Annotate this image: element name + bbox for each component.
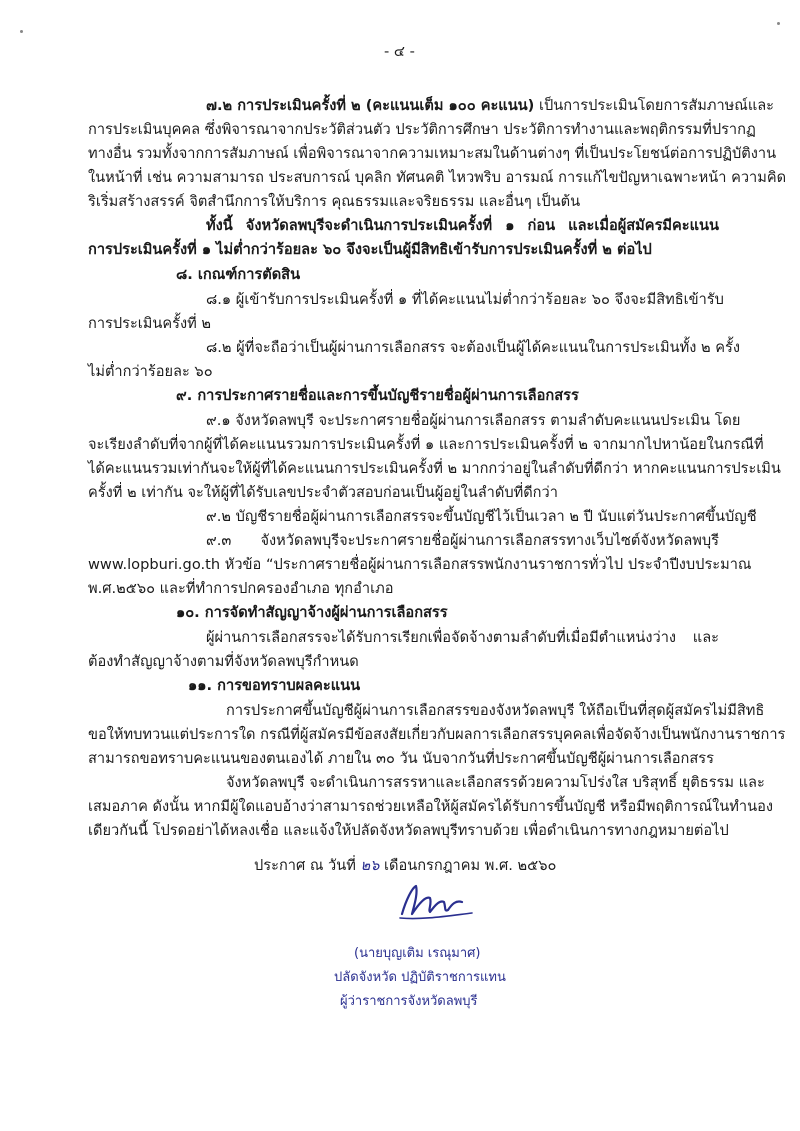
s11-para2-line1: จังหวัดลพบุรี จะดำเนินการสรรหาและเลือกสรรด้วยความโปร่งใส บริสุทธิ์ ยุติธรรม และ <box>226 774 765 791</box>
s7-2-line1-rest: เป็นการประเมินโดยการสัมภาษณ์และ <box>538 97 775 114</box>
s10-heading: ๑๐. การจัดทำสัญญาจ้างผู้ผ่านการเลือกสรร <box>176 604 448 621</box>
s11-para2-line3: เดียวกันนี้ โปรดอย่าได้หลงเชื่อ และแจ้งให้ปลัดจังหวัดลพบุรีทราบด้วย เพื่อดำเนินการทางกฎหมายต่อไป <box>88 822 729 839</box>
announce-day: ๒๖ <box>360 857 380 874</box>
s7-2-line4: ในหน้าที่ เช่น ความสามารถ ประสบการณ์ บุคลิก ทัศนคติ ไหวพริบ อารมณ์ การแก้ไขปัญหาเฉพาะหน้า ความคิด <box>88 169 787 186</box>
s9-3-line3: พ.ศ.๒๕๖๐ และที่ทำการปกครองอำเภอ ทุกอำเภอ <box>88 580 394 597</box>
scan-speck <box>777 22 780 25</box>
signature-stroke <box>402 886 462 914</box>
s9-2-line1: ๙.๒ บัญชีรายชื่อผู้ผ่านการเลือกสรรจะขึ้นบัญชีไว้เป็นเวลา ๒ ปี นับแต่วันประกาศขึ้นบัญชี <box>206 508 757 525</box>
s11-para2-line2: เสมอภาค ดังนั้น หากมีผู้ใดแอบอ้างว่าสามารถช่วยเหลือให้ผู้สมัครได้รับการขึ้นบัญชี หรือมีพฤติการณ์ในทำนอง <box>88 798 773 815</box>
s11-para1-line2: ขอให้ทบทวนแต่ประการใด กรณีที่ผู้สมัครมีข้อสงสัยเกี่ยวกับผลการเลือกสรรบุคคลเพื่อจัดจ้างเป็นพนักงานราชการ <box>88 726 786 743</box>
scan-speck <box>20 30 23 33</box>
s11-para1-line3: สามารถขอทราบคะแนนของตนเองได้ ภายใน ๓๐ วัน นับจากวันที่ประกาศขึ้นบัญชีผู้ผ่านการเลือกสรร <box>88 750 714 767</box>
s7-2-heading: ๗.๒ การประเมินครั้งที่ ๒ (คะแนนเต็ม ๑๐๐ คะแนน) <box>206 97 535 114</box>
s7-2-line1 <box>206 96 775 116</box>
s9-3-line2: www.lopburi.go.th หัวข้อ “ประกาศรายชื่อผู้ผ่านการเลือกสรรพนักงานราชการทั่วไป ประจำปีงบประมาณ <box>88 556 752 573</box>
s11-para1-line1: การประกาศขึ้นบัญชีผู้ผ่านการเลือกสรรของจังหวัดลพบุรี ให้ถือเป็นที่สุดผู้สมัครไม่มีสิทธิ <box>226 702 765 719</box>
s9-1-line3: ได้คะแนนรวมเท่ากันจะให้ผู้ที่ได้คะแนนการประเมินครั้งที่ ๒ มากกว่าอยู่ในลำดับที่ดีกว่า หากคะแนนการประเมิน <box>88 460 781 477</box>
s8-2-line1: ๘.๒ ผู้ที่จะถือว่าเป็นผู้ผ่านการเลือกสรร จะต้องเป็นผู้ได้คะแนนในการประเมินทั้ง ๒ ครั้ง <box>206 339 741 356</box>
announce-suffix: เดือนกรกฎาคม พ.ศ. ๒๕๖๐ <box>384 857 557 874</box>
s11-heading: ๑๑. การขอทราบผลคะแนน <box>188 677 361 694</box>
s7-2-note-line1: ทั้งนี้ จังหวัดลพบุรีจะดำเนินการประเมินครั้งที่ ๑ ก่อน และเมื่อผู้สมัครมีคะแนน <box>206 217 719 234</box>
signature-underline <box>400 913 472 919</box>
signer-name: (นายบุญเติม เรณุมาศ) <box>354 946 481 961</box>
s7-2-line5: ริเริ่มสร้างสรรค์ จิตสำนึกการให้บริการ คุณธรรมและจริยธรรม และอื่นๆ เป็นต้น <box>88 193 581 210</box>
s8-1-line2: การประเมินครั้งที่ ๒ <box>88 315 211 332</box>
s10-line1: ผู้ผ่านการเลือกสรรจะได้รับการเรียกเพื่อจัดจ้างตามลำดับที่เมื่อมีตำแหน่งว่าง และ <box>206 629 719 646</box>
s9-1-line1: ๙.๑ จังหวัดลพบุรี จะประกาศรายชื่อผู้ผ่านการเลือกสรร ตามลำดับคะแนนประเมิน โดย <box>206 412 741 429</box>
s8-heading: ๘. เกณฑ์การตัดสิน <box>176 266 301 283</box>
s7-2-line3: ทางอื่น รวมทั้งจากการสัมภาษณ์ เพื่อพิจารณาจากความเหมาะสมในด้านต่างๆ ที่เป็นประโยชน์ต่อการปฏิบัติงาน <box>88 145 777 162</box>
s7-2-note-line2: การประเมินครั้งที่ ๑ ไม่ต่ำกว่าร้อยละ ๖๐ จึงจะเป็นผู้มีสิทธิเข้ารับการประเมินครั้งที่ ๒ ต่อไป <box>88 241 652 258</box>
signer-position-2: ผู้ว่าราชการจังหวัดลพบุรี <box>340 994 478 1009</box>
s9-1-line2: จะเรียงลำดับที่จากผู้ที่ได้คะแนนรวมการประเมินครั้งที่ ๑ และการประเมินครั้งที่ ๒ จากมากไปหาน้อยในกรณีที่ <box>88 436 764 453</box>
signer-position-1: ปลัดจังหวัด ปฏิบัติราชการแทน <box>334 970 506 985</box>
s9-heading: ๙. การประกาศรายชื่อและการขึ้นบัญชีรายชื่อผู้ผ่านการเลือกสรร <box>176 387 579 404</box>
announce-date <box>254 856 556 876</box>
announce-prefix: ประกาศ ณ วันที่ <box>254 857 356 874</box>
s9-3-line1: ๙.๓ จังหวัดลพบุรีจะประกาศรายชื่อผู้ผ่านการเลือกสรรทางเว็บไซต์จังหวัดลพบุรี <box>206 532 719 549</box>
s8-2-line2: ไม่ต่ำกว่าร้อยละ ๖๐ <box>88 363 213 380</box>
page-number: - ๔ - <box>384 43 415 60</box>
s7-2-line2: การประเมินบุคคล ซึ่งพิจารณาจากประวัติส่วนตัว ประวัติการศึกษา ประวัติการทำงานและพฤติกรรมที่ปรากฏ <box>88 121 756 138</box>
handwritten-signature <box>392 880 482 922</box>
s8-1-line1: ๘.๑ ผู้เข้ารับการประเมินครั้งที่ ๑ ที่ได้คะแนนไม่ต่ำกว่าร้อยละ ๖๐ จึงจะมีสิทธิเข้ารับ <box>206 291 724 308</box>
s10-line2: ต้องทำสัญญาจ้างตามที่จังหวัดลพบุรีกำหนด <box>88 653 359 670</box>
s9-1-line4: ครั้งที่ ๒ เท่ากัน จะให้ผู้ที่ได้รับเลขประจำตัวสอบก่อนเป็นผู้อยู่ในลำดับที่ดีกว่า <box>88 484 558 501</box>
